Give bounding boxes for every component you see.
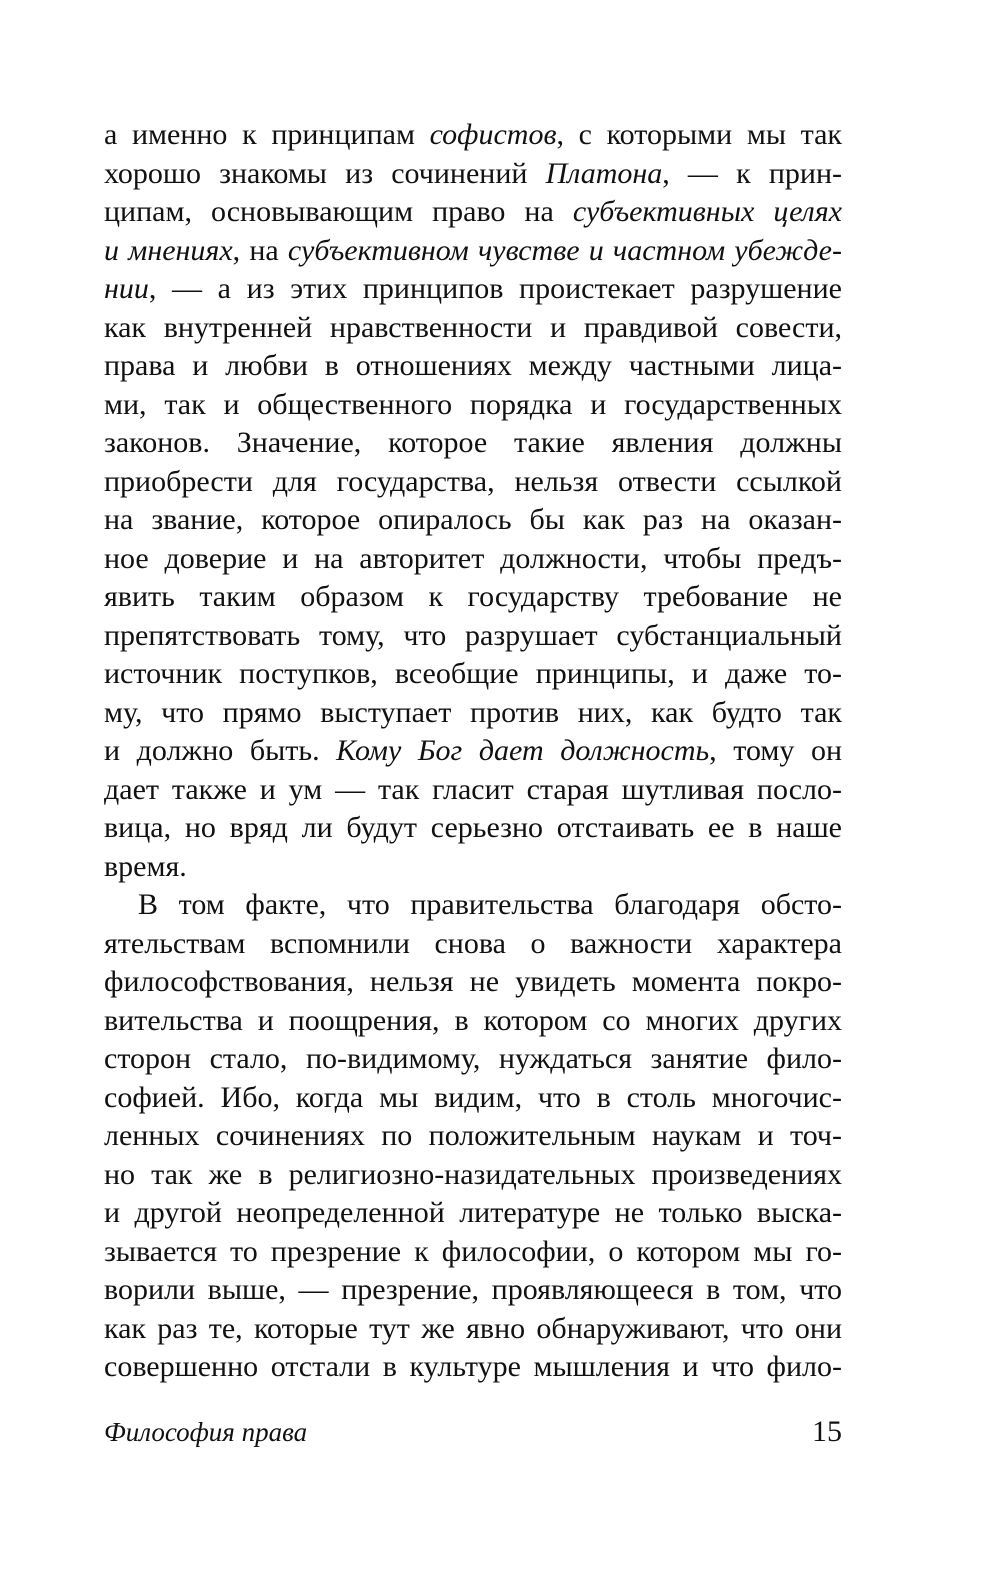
text-line [104,1310,842,1349]
text-segment: вица, но вряд ли будут серьезно отстаивать ее в наше [104,811,842,844]
text-line [104,463,842,502]
text-line [104,694,842,733]
text-segment: а именно к принципам [104,118,430,151]
text-line [104,771,842,810]
text-segment: , тому он [709,734,843,767]
text-segment: ворили выше, — презрение, проявляющееся в том, что [104,1273,842,1306]
text-line [104,232,842,271]
text-line [104,309,842,348]
text-segment: источник поступков, всеобщие принципы, и даже то- [104,657,842,690]
text-segment: ленных сочинениях по положительным наукам и точ- [104,1119,842,1152]
text-line [104,1194,842,1233]
text-segment: ми, так и общественного порядка и государственных [104,387,842,421]
text-line [104,1233,842,1272]
text-segment: зывается то презрение к философии, о котором мы го- [104,1234,842,1268]
text-segment: вительства и поощрения, в котором со многих других [104,1003,842,1037]
text-segment: , на [232,233,288,267]
text-segment: права и любви в отношениях между частными лица- [104,349,842,382]
text-segment: му, что прямо выступает против них, как будто так [104,695,842,729]
text-segment: но так же в религиозно-назидательных произведениях [104,1157,842,1191]
text-line [104,1040,842,1079]
text-segment: ное доверие и на авторитет должности, чтобы предъ- [104,541,842,575]
text-line [104,193,842,232]
text-segment: на звание, которое опиралось бы как раз на оказан- [104,503,842,536]
text-line [104,1002,842,1041]
text-segment: хорошо знакомы из сочинений [104,156,546,190]
text-line [104,963,842,1002]
text-segment: В том факте, что правительства благодаря обсто- [138,888,842,921]
text-segment: законов. Значение, которое такие явления должны [104,426,842,459]
text-segment: философствования, нельзя не увидеть момента покро- [104,965,842,998]
text-line [104,386,842,425]
running-title: Философия права [104,1417,308,1447]
text-line [104,1117,842,1156]
text-line [104,925,842,964]
italic-text-segment: Кому Бог дает должность [336,734,710,767]
text-segment: дает также и ум — так гласит старая шутливая посло- [104,772,842,806]
italic-text-segment: софистов [429,118,557,151]
text-line [104,270,842,309]
text-line [104,655,842,694]
text-segment: , — а из этих принципов проистекает разрушение [148,272,842,305]
body-text [104,116,842,1387]
text-segment: , с которыми мы так [556,118,842,151]
text-line [104,1079,842,1118]
text-line [104,809,842,848]
text-line [104,501,842,540]
page-number: 15 [812,1415,842,1448]
text-line [104,732,842,771]
italic-text-segment: Платона [545,156,663,190]
text-line [104,424,842,463]
text-segment: приобрести для государства, нельзя отвести ссылкой [104,464,842,498]
text-line [104,155,842,194]
text-segment: препятствовать тому, что разрушает субстанциальный [104,618,842,652]
page-footer [104,1412,842,1452]
text-segment: как внутренней нравственности и правдивой совести, [104,310,842,344]
text-segment: софией. Ибо, когда мы видим, что в столь многочис- [104,1080,842,1114]
text-line [104,1271,842,1310]
text-line [104,1156,842,1195]
text-segment: ятельствам вспомнили снова о важности характера [104,926,842,960]
text-line [104,540,842,579]
text-line [104,347,842,386]
text-line [104,578,842,617]
italic-text-segment: субъективном чувстве и частном убежде- [287,233,842,267]
text-segment: и должно быть. [104,734,337,767]
text-line [104,848,842,887]
text-line [104,617,842,656]
text-segment: и другой неопределенной литературе не только выска- [104,1196,842,1229]
text-segment: ципам, основывающим право на [104,195,573,228]
text-line [104,1348,842,1387]
text-segment: , — к прин- [662,156,842,190]
text-segment: явить таким образом к государству требование не [104,580,842,613]
italic-text-segment: субъективных целях [572,195,842,228]
text-segment: как раз те, которые тут же явно обнаруживают, что они [104,1311,842,1345]
italic-text-segment: нии [104,272,149,305]
text-segment: сторон стало, по-видимому, нуждаться занятие фило- [104,1042,842,1075]
text-segment: совершенно отстали в культуре мышления и что фило- [104,1350,842,1383]
text-line [104,116,842,155]
italic-text-segment: и мнениях [104,233,233,267]
text-segment: время. [104,849,187,883]
text-line [104,886,842,925]
